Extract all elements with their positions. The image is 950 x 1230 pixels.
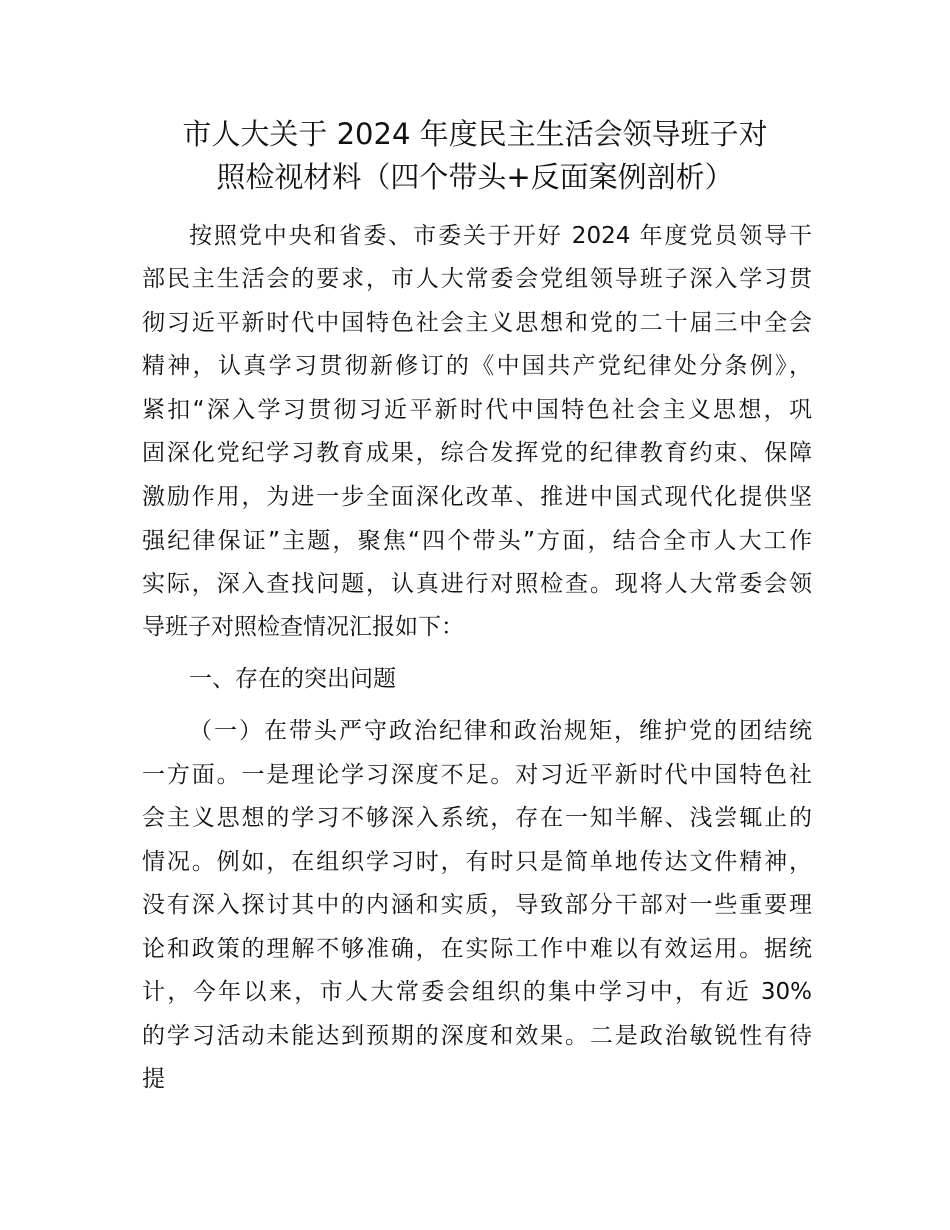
section-heading: 一、存在的突出问题 [189,666,396,692]
paragraph-line: 没有深入探讨其中的内涵和实质，导致部分干部对一些重要理 [142,892,812,918]
paragraph-line: 紧扣“深入学习贯彻习近平新时代中国特色社会主义思想，巩 [142,397,812,423]
paragraph-line: 精神，认真学习贯彻新修订的《中国共产党纪律处分条例》， [142,353,812,379]
paragraph-line: 的学习活动未能达到预期的深度和效果。二是政治敏锐性有待 [142,1023,812,1049]
document-title-line-2: 照检视材料（四个带头+反面案例剖析） [216,160,734,194]
paragraph-line: 按照党中央和省委、市委关于开好 2024 年度党员领导干 [189,223,812,249]
paragraph-line: 计，今年以来，市人大常委会组织的集中学习中，有近 30% [142,979,812,1005]
paragraph-line: 彻习近平新时代中国特色社会主义思想和党的二十届三中全会 [142,310,812,336]
paragraph-line: 激励作用，为进一步全面深化改革、推进中国式现代化提供坚 [142,484,812,510]
paragraph-line: 会主义思想的学习不够深入系统，存在一知半解、浅尝辄止的 [142,805,812,831]
paragraph-line: 固深化党纪学习教育成果，综合发挥党的纪律教育约束、保障 [142,440,812,466]
paragraph-line: 一方面。一是理论学习深度不足。对习近平新时代中国特色社 [142,762,812,788]
document-title-line-1: 市人大关于 2024 年度民主生活会领导班子对 [182,117,768,151]
paragraph-line: 提 [142,1066,165,1092]
paragraph-line: 情况。例如，在组织学习时，有时只是简单地传达文件精神， [142,849,812,875]
paragraph-line: 导班子对照检查情况汇报如下： [142,614,464,640]
paragraph-line: 实际，深入查找问题，认真进行对照检查。现将人大常委会领 [142,571,812,597]
paragraph-line: 强纪律保证”主题，聚焦“四个带头”方面，结合全市人大工作 [142,528,812,554]
paragraph-line: （一）在带头严守政治纪律和政治规矩，维护党的团结统 [189,718,812,744]
paragraph-line: 论和政策的理解不够准确，在实际工作中难以有效运用。据统 [142,936,812,962]
paragraph-line: 部民主生活会的要求，市人大常委会党组领导班子深入学习贯 [142,266,812,292]
